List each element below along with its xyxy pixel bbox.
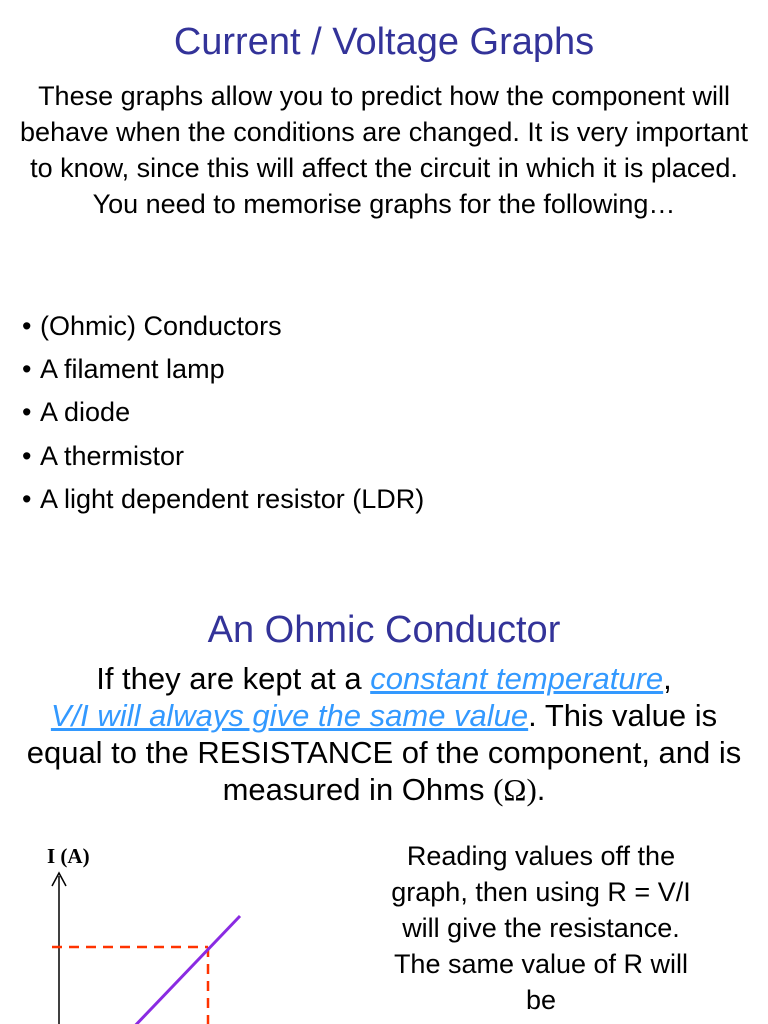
intro-paragraph: These graphs allow you to predict how the component will behave when the conditions are changed. It is very important to know, since this will affect the circuit in which it is placed. You need to memorise graphs for the following… <box>20 81 748 219</box>
list-item-label: (Ohmic) Conductors <box>40 311 282 341</box>
side-note: Reading values off the graph, then using R = V/I will give the resistance. The same value of R will be <box>391 841 691 1015</box>
page-title: Current / Voltage Graphs <box>173 21 595 63</box>
list-item <box>22 435 424 478</box>
list-item <box>22 348 424 391</box>
paragraph-text: If they are kept at a <box>96 661 371 696</box>
list-item <box>22 478 424 521</box>
list-item <box>22 305 424 348</box>
paragraph-comma: , <box>663 661 672 696</box>
list-item-label: A diode <box>40 397 131 428</box>
list-item-label: A filament lamp <box>40 354 225 385</box>
constant-temperature-link[interactable]: constant temperature <box>370 661 664 696</box>
paragraph-period: . <box>536 772 546 807</box>
list-item-label: A thermistor <box>40 440 185 471</box>
list-item <box>22 391 424 434</box>
ohm-symbol: (Ω) <box>493 772 537 807</box>
iv-line <box>130 916 240 1024</box>
bullet-icon: • <box>22 354 32 385</box>
ohmic-paragraph <box>14 660 754 808</box>
bullet-icon: • <box>22 311 32 341</box>
same-value-link[interactable]: V/I will always give the same value <box>50 698 529 733</box>
y-axis <box>52 873 66 1024</box>
list-item-label: A light dependent resistor (LDR) <box>40 483 425 514</box>
bullet-icon: • <box>22 483 32 514</box>
bullet-icon: • <box>22 397 32 428</box>
paragraph-text-cont: . This value is equal to the RESISTANCE of the component, and is measured in Ohms <box>26 698 742 807</box>
bullet-icon: • <box>22 440 32 471</box>
y-axis-label: I (A) <box>47 844 90 868</box>
component-list <box>22 305 424 521</box>
section-title: An Ohmic Conductor <box>207 609 561 651</box>
iv-graph <box>0 836 330 1024</box>
